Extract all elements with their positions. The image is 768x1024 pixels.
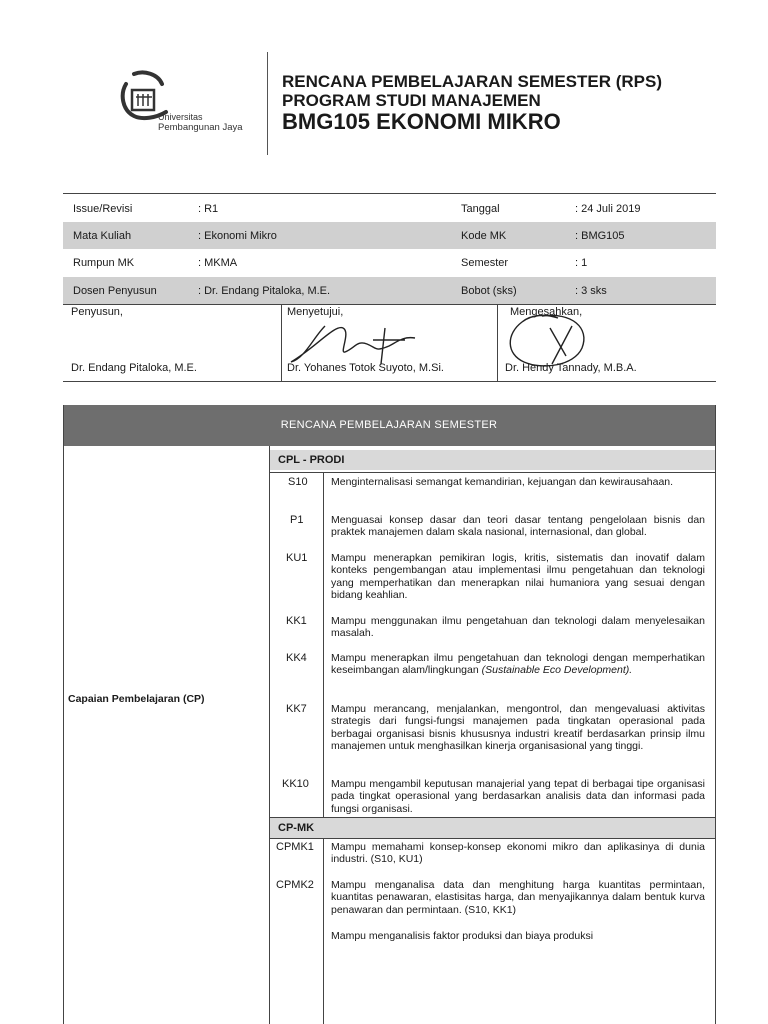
signature-name: Dr. Hendy Tannady, M.B.A. [505, 362, 637, 374]
cpl-description-italic: (Sustainable Eco Development). [481, 664, 633, 677]
signature-divider [497, 304, 498, 382]
university-name-line2: Pembangunan Jaya [158, 122, 243, 133]
cpmk-section-header [270, 818, 715, 838]
cpl-description: Mampu menggunakan ilmu pengetahuan dan teknologi dalam menyelesaikan masalah. [331, 615, 705, 640]
signature-role: Mengesahkan, [510, 306, 583, 318]
cpl-description: Menginternalisasi semangat kemandirian, kejuangan dan kewirausahaan. [331, 476, 674, 488]
cpl-code: KU1 [286, 552, 308, 564]
info-label: Semester [461, 257, 509, 269]
info-label: Rumpun MK [73, 257, 135, 269]
cpl-code: P1 [290, 514, 304, 526]
cpl-description: Mampu mengambil keputusan manajerial yang tepat di berbagai tipe organisasi pada tingkat operasional yang berdasarkan analisis data dan informasi pada fungsi organisasi. [331, 778, 705, 815]
cpl-description [331, 652, 705, 677]
signature-role: Menyetujui, [287, 306, 344, 318]
program-title: PROGRAM STUDI MANAJEMEN [282, 91, 541, 110]
cpmk-code: CPMK2 [276, 879, 314, 891]
cpl-description: Mampu menerapkan pemikiran logis, kritis, sistematis dan inovatif dalam konteks pengembangan atau implementasi ilmu pengetahuan dan teknologi yang memperhatikan dan menerapkan nilai humaniora yang sesuai dengan bidang keahlian. [331, 552, 705, 602]
course-title: BMG105 EKONOMI MIKRO [282, 109, 561, 134]
cpmk-code: CPMK1 [276, 841, 314, 853]
cpl-code: KK1 [286, 615, 307, 627]
cpl-code: S10 [288, 476, 308, 488]
cpl-description-text: Mampu menerapkan ilmu pengetahuan dan teknologi dengan memperhatikan keseimbangan alam/lingkungan [331, 652, 705, 677]
cpl-section-header [270, 450, 715, 470]
info-value: : Dr. Endang Pitaloka, M.E. [198, 285, 331, 297]
cpl-code: KK7 [286, 703, 307, 715]
cpmk-description: Mampu memahami konsep-konsep ekonomi mikro dan aplikasinya di dunia industri. (S10, KU1) [331, 841, 705, 866]
cpmk-section-title: CP-MK [278, 822, 315, 834]
university-name-line1: Universitas [158, 112, 203, 122]
info-value: : BMG105 [575, 230, 625, 242]
info-label: Tanggal [461, 203, 500, 215]
cpmk-description: Mampu menganalisa data dan menghitung harga kuantitas permintaan, kuantitas penawaran, elastisitas harga, dan menyajikannya dalam bentuk kurva penawaran dan permintaan. (S10, KK1) [331, 879, 705, 916]
info-row [63, 249, 716, 276]
signature-bottom-border [63, 381, 716, 382]
cpmk-description: Mampu menganalisis faktor produksi dan biaya produksi [331, 930, 594, 942]
info-value: : MKMA [198, 257, 238, 269]
header-divider [267, 52, 268, 155]
info-row [63, 277, 716, 304]
cpl-code: KK10 [282, 778, 309, 790]
cpl-description: Mampu merancang, menjalankan, mengontrol, dan mengevaluasi aktivitas strategis dari fungsi-fungsi manajemen pada tingkatan operasional pada berbagai organisasi bisnis khususnya industri kreatif berdasarkan prinsip ilmu manajemen untuk menghasilkan kinerja organisasional yang tinggi. [331, 703, 705, 753]
rps-table-title: RENCANA PEMBELAJARAN SEMESTER [280, 419, 498, 431]
info-value: : Ekonomi Mikro [198, 230, 277, 242]
signature-top-border [63, 304, 716, 305]
row-border [270, 838, 715, 839]
university-logo [112, 66, 262, 156]
info-label: Dosen Penyusun [73, 285, 157, 297]
rps-table-header [63, 405, 715, 446]
info-label: Issue/Revisi [73, 203, 133, 215]
info-label: Kode MK [461, 230, 507, 242]
cpl-code: KK4 [286, 652, 307, 664]
code-column-border [323, 472, 324, 817]
info-label: Bobot (sks) [461, 285, 517, 297]
info-value: : R1 [198, 203, 219, 215]
signature-image [285, 318, 435, 368]
signature-divider [281, 304, 282, 382]
table-border [63, 405, 64, 1024]
cpl-section-title: CPL - PRODI [278, 454, 345, 466]
info-value: : 3 sks [575, 285, 607, 297]
row-border [270, 472, 715, 473]
info-value: : 1 [575, 257, 588, 269]
document-title: RENCANA PEMBELAJARAN SEMESTER (RPS) [282, 72, 663, 91]
info-label: Mata Kuliah [73, 230, 132, 242]
signature-name: Dr. Yohanes Totok Suyoto, M.Si. [287, 362, 444, 374]
table-border [269, 446, 270, 1024]
signature-role: Penyusun, [71, 306, 123, 318]
code-column-border [323, 838, 324, 1024]
table-border [715, 405, 716, 1024]
info-row [63, 222, 716, 249]
signature-name: Dr. Endang Pitaloka, M.E. [71, 362, 197, 374]
cpl-description: Menguasai konsep dasar dan teori dasar tentang pengelolaan bisnis dan praktek manajemen dalam skala nasional, internasional, dan global. [331, 514, 705, 539]
info-row [63, 195, 716, 222]
info-top-border [63, 193, 716, 194]
cp-label: Capaian Pembelajaran (CP) [68, 693, 205, 705]
info-value: : 24 Juli 2019 [575, 203, 641, 215]
